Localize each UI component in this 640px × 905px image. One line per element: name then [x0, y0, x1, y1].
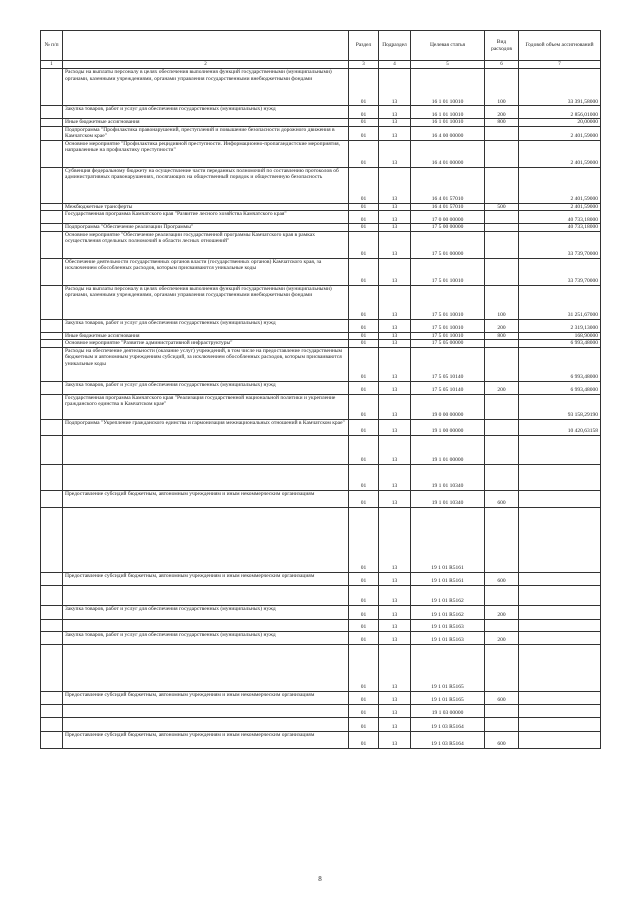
row-target-cell: 19 1 03 R5164: [411, 731, 485, 748]
row-section-cell: 01: [349, 126, 379, 140]
row-name-cell: Предоставление субсидий бюджетным, автономным учреждениям и иным некоммерческим организациям: [63, 490, 349, 507]
row-exptype-cell: [485, 464, 519, 490]
header-exptype: Вид расходов: [485, 31, 519, 61]
row-num-cell: [41, 203, 63, 211]
row-subsection-cell: 13: [379, 347, 411, 381]
row-amount-cell: 2 856,01000: [519, 106, 601, 119]
row-subsection-cell: 13: [379, 435, 411, 464]
row-name-cell: Основное мероприятие "Профилактика рецидивной преступности. Информационно-пропагандистские мероприятия, направленные на профилактику преступности": [63, 140, 349, 167]
row-target-cell: 19 1 01 10340: [411, 490, 485, 507]
row-amount-cell: [519, 572, 601, 585]
row-exptype-cell: [485, 126, 519, 140]
row-subsection-cell: 13: [379, 340, 411, 348]
row-amount-cell: 93 158,29190: [519, 394, 601, 419]
budget-table-sheet: [40, 30, 600, 865]
row-target-cell: 17 5 05 10140: [411, 347, 485, 381]
table-row: [41, 203, 601, 211]
row-num-cell: [41, 106, 63, 119]
row-target-cell: 17 5 05 00000: [411, 340, 485, 348]
row-name-cell: Иные бюджетные ассигнования: [63, 332, 349, 340]
row-name-cell: [63, 644, 349, 691]
row-amount-cell: [519, 644, 601, 691]
row-num-cell: [41, 717, 63, 731]
row-target-cell: 17 5 01 10010: [411, 285, 485, 319]
row-exptype-cell: [485, 644, 519, 691]
row-amount-cell: 6 993,48000: [519, 381, 601, 394]
row-target-cell: 16 4 01 57010: [411, 203, 485, 211]
header-amount: Годовой объем ассигнований: [519, 31, 601, 61]
row-num-cell: [41, 619, 63, 631]
row-name-cell: Предоставление субсидий бюджетным, автономным учреждениям и иным некоммерческим организациям: [63, 691, 349, 704]
table-row: [41, 704, 601, 717]
row-section-cell: 01: [349, 644, 379, 691]
row-subsection-cell: 13: [379, 231, 411, 258]
row-name-cell: Расходы на обеспечение деятельности (оказание услуг) учреждений, в том числе на предоставление государственным бюджетным и автономным учреждениям субсидий, за исключением обособленных расходов, которым присваиваются уникальные коды: [63, 347, 349, 381]
row-name-cell: [63, 717, 349, 731]
row-name-cell: [63, 585, 349, 605]
row-amount-cell: 40 733,18000: [519, 224, 601, 232]
column-number: 2: [63, 61, 349, 69]
row-target-cell: 17 0 00 00000: [411, 211, 485, 224]
row-subsection-cell: 13: [379, 126, 411, 140]
row-subsection-cell: 13: [379, 140, 411, 167]
row-exptype-cell: [485, 340, 519, 348]
row-subsection-cell: 13: [379, 507, 411, 572]
row-section-cell: 01: [349, 258, 379, 285]
table-row: [41, 731, 601, 748]
row-num-cell: [41, 644, 63, 691]
table-row: [41, 419, 601, 435]
row-subsection-cell: 13: [379, 717, 411, 731]
row-name-cell: Государственная программа Камчатского края "Реализация государственной национальной политики и укрепление гражданского единства в Камчатском крае": [63, 394, 349, 419]
row-subsection-cell: 13: [379, 619, 411, 631]
column-number: 6: [485, 61, 519, 69]
row-num-cell: [41, 464, 63, 490]
row-amount-cell: [519, 435, 601, 464]
header-subsection: Подраздел: [379, 31, 411, 61]
column-number: 1: [41, 61, 63, 69]
row-exptype-cell: 100: [485, 285, 519, 319]
row-name-cell: Государственная программа Камчатского края "Развитие лесного хозяйства Камчатского края": [63, 211, 349, 224]
row-subsection-cell: 13: [379, 490, 411, 507]
row-exptype-cell: [485, 507, 519, 572]
row-name-cell: [63, 435, 349, 464]
row-num-cell: [41, 394, 63, 419]
row-amount-cell: 2 401,59000: [519, 140, 601, 167]
row-amount-cell: 20,00000: [519, 119, 601, 127]
row-num-cell: [41, 585, 63, 605]
row-num-cell: [41, 69, 63, 106]
row-section-cell: 01: [349, 106, 379, 119]
table-row: [41, 231, 601, 258]
row-amount-cell: [519, 507, 601, 572]
table-row: [41, 585, 601, 605]
row-target-cell: 19 1 03 R5164: [411, 717, 485, 731]
row-subsection-cell: 13: [379, 731, 411, 748]
table-row: [41, 258, 601, 285]
row-name-cell: Предоставление субсидий бюджетным, автономным учреждениям и иным некоммерческим организациям: [63, 572, 349, 585]
row-amount-cell: [519, 631, 601, 644]
row-amount-cell: 10 420,63158: [519, 419, 601, 435]
row-amount-cell: 31 251,67000: [519, 285, 601, 319]
row-name-cell: Иные бюджетные ассигнования: [63, 119, 349, 127]
row-section-cell: 01: [349, 319, 379, 332]
row-section-cell: 01: [349, 140, 379, 167]
row-exptype-cell: [485, 585, 519, 605]
row-subsection-cell: 13: [379, 419, 411, 435]
row-target-cell: 17 5 01 10010: [411, 319, 485, 332]
row-exptype-cell: 800: [485, 119, 519, 127]
row-section-cell: 01: [349, 464, 379, 490]
table-row: [41, 211, 601, 224]
row-section-cell: 01: [349, 285, 379, 319]
header-name: [63, 31, 349, 61]
row-num-cell: [41, 258, 63, 285]
row-target-cell: 19 1 01 10340: [411, 464, 485, 490]
row-name-cell: Закупка товаров, работ и услуг для обеспечения государственных (муниципальных) нужд: [63, 605, 349, 619]
row-exptype-cell: 200: [485, 631, 519, 644]
row-section-cell: 01: [349, 585, 379, 605]
row-subsection-cell: 13: [379, 631, 411, 644]
row-name-cell: Подпрограмма "Профилактика правонарушений, преступлений и повышение безопасности дорожного движения в Камчатском крае": [63, 126, 349, 140]
table-row: [41, 167, 601, 203]
row-target-cell: 19 1 01 R5161: [411, 572, 485, 585]
row-exptype-cell: 200: [485, 605, 519, 619]
row-num-cell: [41, 381, 63, 394]
row-exptype-cell: 500: [485, 203, 519, 211]
row-target-cell: 16 4 01 57010: [411, 167, 485, 203]
row-name-cell: Закупка товаров, работ и услуг для обеспечения государственных (муниципальных) нужд: [63, 106, 349, 119]
row-target-cell: 19 1 01 00000: [411, 435, 485, 464]
table-row: [41, 507, 601, 572]
row-num-cell: [41, 691, 63, 704]
row-subsection-cell: 13: [379, 258, 411, 285]
row-amount-cell: [519, 585, 601, 605]
row-exptype-cell: [485, 704, 519, 717]
row-subsection-cell: 13: [379, 167, 411, 203]
row-section-cell: 01: [349, 731, 379, 748]
row-target-cell: 16 1 01 10010: [411, 119, 485, 127]
row-name-cell: Расходы на выплаты персоналу в целях обеспечения выполнения функций государственными (муниципальными) органами, казенными учреждениями, органами управления государственными внебюджетными фондами: [63, 285, 349, 319]
table-row: [41, 332, 601, 340]
row-exptype-cell: [485, 717, 519, 731]
column-number: 5: [411, 61, 485, 69]
table-row: [41, 285, 601, 319]
row-amount-cell: 33 391,58000: [519, 69, 601, 106]
row-section-cell: 01: [349, 224, 379, 232]
row-subsection-cell: 13: [379, 464, 411, 490]
row-subsection-cell: 13: [379, 319, 411, 332]
table-row: [41, 644, 601, 691]
table-row: [41, 572, 601, 585]
table-row: [41, 69, 601, 106]
row-exptype-cell: 600: [485, 490, 519, 507]
row-amount-cell: 6 993,48000: [519, 347, 601, 381]
row-section-cell: 01: [349, 631, 379, 644]
row-subsection-cell: 13: [379, 203, 411, 211]
table-row: [41, 347, 601, 381]
table-row: [41, 619, 601, 631]
row-section-cell: 01: [349, 572, 379, 585]
row-name-cell: [63, 507, 349, 572]
row-amount-cell: [519, 605, 601, 619]
row-num-cell: [41, 319, 63, 332]
table-row: [41, 631, 601, 644]
row-section-cell: 01: [349, 203, 379, 211]
row-exptype-cell: 800: [485, 332, 519, 340]
row-target-cell: 19 1 00 00000: [411, 419, 485, 435]
row-exptype-cell: 200: [485, 381, 519, 394]
row-exptype-cell: 600: [485, 731, 519, 748]
row-amount-cell: [519, 704, 601, 717]
table-body: [41, 69, 601, 749]
row-target-cell: 16 4 01 00000: [411, 140, 485, 167]
table-header-row: [41, 31, 601, 61]
row-section-cell: 01: [349, 394, 379, 419]
row-subsection-cell: 13: [379, 605, 411, 619]
header-num: № п/п: [41, 31, 63, 61]
page-number: 8: [318, 875, 322, 883]
row-exptype-cell: [485, 224, 519, 232]
row-exptype-cell: [485, 167, 519, 203]
row-subsection-cell: 13: [379, 119, 411, 127]
row-num-cell: [41, 731, 63, 748]
row-section-cell: 01: [349, 419, 379, 435]
row-num-cell: [41, 211, 63, 224]
row-section-cell: 01: [349, 231, 379, 258]
row-num-cell: [41, 119, 63, 127]
row-amount-cell: 40 733,18000: [519, 211, 601, 224]
row-section-cell: 01: [349, 69, 379, 106]
row-amount-cell: 6 993,48000: [519, 340, 601, 348]
row-amount-cell: 2 401,59000: [519, 167, 601, 203]
row-section-cell: 01: [349, 167, 379, 203]
row-section-cell: 01: [349, 381, 379, 394]
row-target-cell: 19 1 01 R5161: [411, 507, 485, 572]
row-name-cell: Предоставление субсидий бюджетным, автономным учреждениям и иным некоммерческим организациям: [63, 731, 349, 748]
budget-table: [40, 30, 601, 749]
row-section-cell: 01: [349, 691, 379, 704]
row-amount-cell: 2 319,13000: [519, 319, 601, 332]
table-row: [41, 717, 601, 731]
row-name-cell: Субвенция федеральному бюджету на осуществление части переданных полномочий по составлению протоколов об административных правонарушениях, посягающих на общественный порядок и общественную безопасность: [63, 167, 349, 203]
row-section-cell: 01: [349, 605, 379, 619]
row-subsection-cell: 13: [379, 106, 411, 119]
table-row: [41, 464, 601, 490]
row-exptype-cell: [485, 419, 519, 435]
row-num-cell: [41, 605, 63, 619]
table-row: [41, 319, 601, 332]
row-num-cell: [41, 347, 63, 381]
row-exptype-cell: [485, 347, 519, 381]
row-name-cell: Закупка товаров, работ и услуг для обеспечения государственных (муниципальных) нужд: [63, 381, 349, 394]
row-amount-cell: [519, 717, 601, 731]
row-name-cell: Расходы на выплаты персоналу в целях обеспечения выполнения функций государственными (муниципальными) органами, казенными учреждениями, органами управления государственными внебюджетными фондами: [63, 69, 349, 106]
column-numbering-row: [41, 61, 601, 69]
table-row: [41, 126, 601, 140]
header-section: Раздел: [349, 31, 379, 61]
row-name-cell: Подпрограмма "Укрепление гражданского единства и гармонизация межнациональных отношений в Камчатском крае": [63, 419, 349, 435]
row-subsection-cell: 13: [379, 211, 411, 224]
row-amount-cell: 168,90000: [519, 332, 601, 340]
row-name-cell: Закупка товаров, работ и услуг для обеспечения государственных (муниципальных) нужд: [63, 631, 349, 644]
row-subsection-cell: 13: [379, 332, 411, 340]
row-target-cell: 17 5 01 00000: [411, 231, 485, 258]
row-exptype-cell: [485, 258, 519, 285]
row-subsection-cell: 13: [379, 704, 411, 717]
column-number: 3: [349, 61, 379, 69]
row-amount-cell: [519, 619, 601, 631]
table-row: [41, 394, 601, 419]
row-num-cell: [41, 126, 63, 140]
row-subsection-cell: 13: [379, 224, 411, 232]
row-num-cell: [41, 224, 63, 232]
table-row: [41, 224, 601, 232]
row-amount-cell: [519, 731, 601, 748]
row-num-cell: [41, 507, 63, 572]
row-name-cell: Обеспечение деятельности государственных органов власти (государственных органов) Камчатского края, за исключением обособленных расходов, которым присваиваются уникальные коды: [63, 258, 349, 285]
row-amount-cell: [519, 691, 601, 704]
row-num-cell: [41, 140, 63, 167]
row-num-cell: [41, 435, 63, 464]
row-target-cell: 19 1 03 00000: [411, 704, 485, 717]
row-section-cell: 01: [349, 435, 379, 464]
row-target-cell: 17 5 00 00000: [411, 224, 485, 232]
row-name-cell: Межбюджетные трансферты: [63, 203, 349, 211]
row-subsection-cell: 13: [379, 381, 411, 394]
table-row: [41, 691, 601, 704]
row-name-cell: [63, 464, 349, 490]
column-number: 7: [519, 61, 601, 69]
row-target-cell: 19 1 01 R5163: [411, 619, 485, 631]
row-section-cell: 01: [349, 619, 379, 631]
row-exptype-cell: [485, 211, 519, 224]
row-num-cell: [41, 340, 63, 348]
row-section-cell: 01: [349, 347, 379, 381]
row-name-cell: [63, 619, 349, 631]
row-subsection-cell: 13: [379, 585, 411, 605]
row-num-cell: [41, 167, 63, 203]
row-num-cell: [41, 631, 63, 644]
row-target-cell: 16 1 01 10010: [411, 69, 485, 106]
row-name-cell: Закупка товаров, работ и услуг для обеспечения государственных (муниципальных) нужд: [63, 319, 349, 332]
row-num-cell: [41, 490, 63, 507]
row-name-cell: [63, 704, 349, 717]
row-num-cell: [41, 231, 63, 258]
row-subsection-cell: 13: [379, 285, 411, 319]
row-exptype-cell: [485, 435, 519, 464]
row-target-cell: 19 1 01 R5162: [411, 585, 485, 605]
row-target-cell: 17 5 01 10010: [411, 258, 485, 285]
row-num-cell: [41, 704, 63, 717]
row-exptype-cell: [485, 140, 519, 167]
table-row: [41, 435, 601, 464]
row-exptype-cell: 100: [485, 69, 519, 106]
row-target-cell: 17 5 01 10010: [411, 332, 485, 340]
row-name-cell: Основное мероприятие "Развитие административной инфраструктуры": [63, 340, 349, 348]
row-section-cell: 01: [349, 717, 379, 731]
row-target-cell: 19 1 01 R5162: [411, 605, 485, 619]
row-amount-cell: [519, 490, 601, 507]
table-row: [41, 605, 601, 619]
table-row: [41, 119, 601, 127]
table-row: [41, 140, 601, 167]
row-amount-cell: 33 739,70000: [519, 231, 601, 258]
row-exptype-cell: 200: [485, 106, 519, 119]
row-name-cell: Подпрограмма "Обеспечение реализации Программы": [63, 224, 349, 232]
row-target-cell: 19 1 01 R5165: [411, 691, 485, 704]
header-target: Целевая статья: [411, 31, 485, 61]
row-section-cell: 01: [349, 507, 379, 572]
table-row: [41, 381, 601, 394]
row-section-cell: 01: [349, 332, 379, 340]
row-section-cell: 01: [349, 704, 379, 717]
table-row: [41, 340, 601, 348]
row-subsection-cell: 13: [379, 394, 411, 419]
row-target-cell: 19 1 01 R5165: [411, 644, 485, 691]
row-name-cell: Основное мероприятие "Обеспечение реализации государственной программы Камчатского края в рамках осуществления отдельных полномочий в области лесных отношений": [63, 231, 349, 258]
row-subsection-cell: 13: [379, 691, 411, 704]
row-exptype-cell: [485, 231, 519, 258]
row-target-cell: 17 5 05 10140: [411, 381, 485, 394]
row-target-cell: 16 4 00 00000: [411, 126, 485, 140]
row-subsection-cell: 13: [379, 572, 411, 585]
table-row: [41, 106, 601, 119]
row-exptype-cell: [485, 394, 519, 419]
row-target-cell: 16 1 01 10010: [411, 106, 485, 119]
row-section-cell: 01: [349, 340, 379, 348]
column-number: 4: [379, 61, 411, 69]
row-num-cell: [41, 332, 63, 340]
row-target-cell: 19 1 01 R5163: [411, 631, 485, 644]
row-amount-cell: 2 401,59000: [519, 203, 601, 211]
row-amount-cell: [519, 464, 601, 490]
row-num-cell: [41, 419, 63, 435]
table-row: [41, 490, 601, 507]
row-subsection-cell: 13: [379, 644, 411, 691]
row-section-cell: 01: [349, 490, 379, 507]
row-exptype-cell: 200: [485, 319, 519, 332]
row-section-cell: 01: [349, 119, 379, 127]
row-section-cell: 01: [349, 211, 379, 224]
row-amount-cell: 2 401,59000: [519, 126, 601, 140]
row-num-cell: [41, 285, 63, 319]
row-exptype-cell: [485, 619, 519, 631]
row-amount-cell: 33 739,70000: [519, 258, 601, 285]
row-num-cell: [41, 572, 63, 585]
row-exptype-cell: 600: [485, 572, 519, 585]
row-target-cell: 19 0 00 00000: [411, 394, 485, 419]
row-subsection-cell: 13: [379, 69, 411, 106]
row-exptype-cell: 600: [485, 691, 519, 704]
